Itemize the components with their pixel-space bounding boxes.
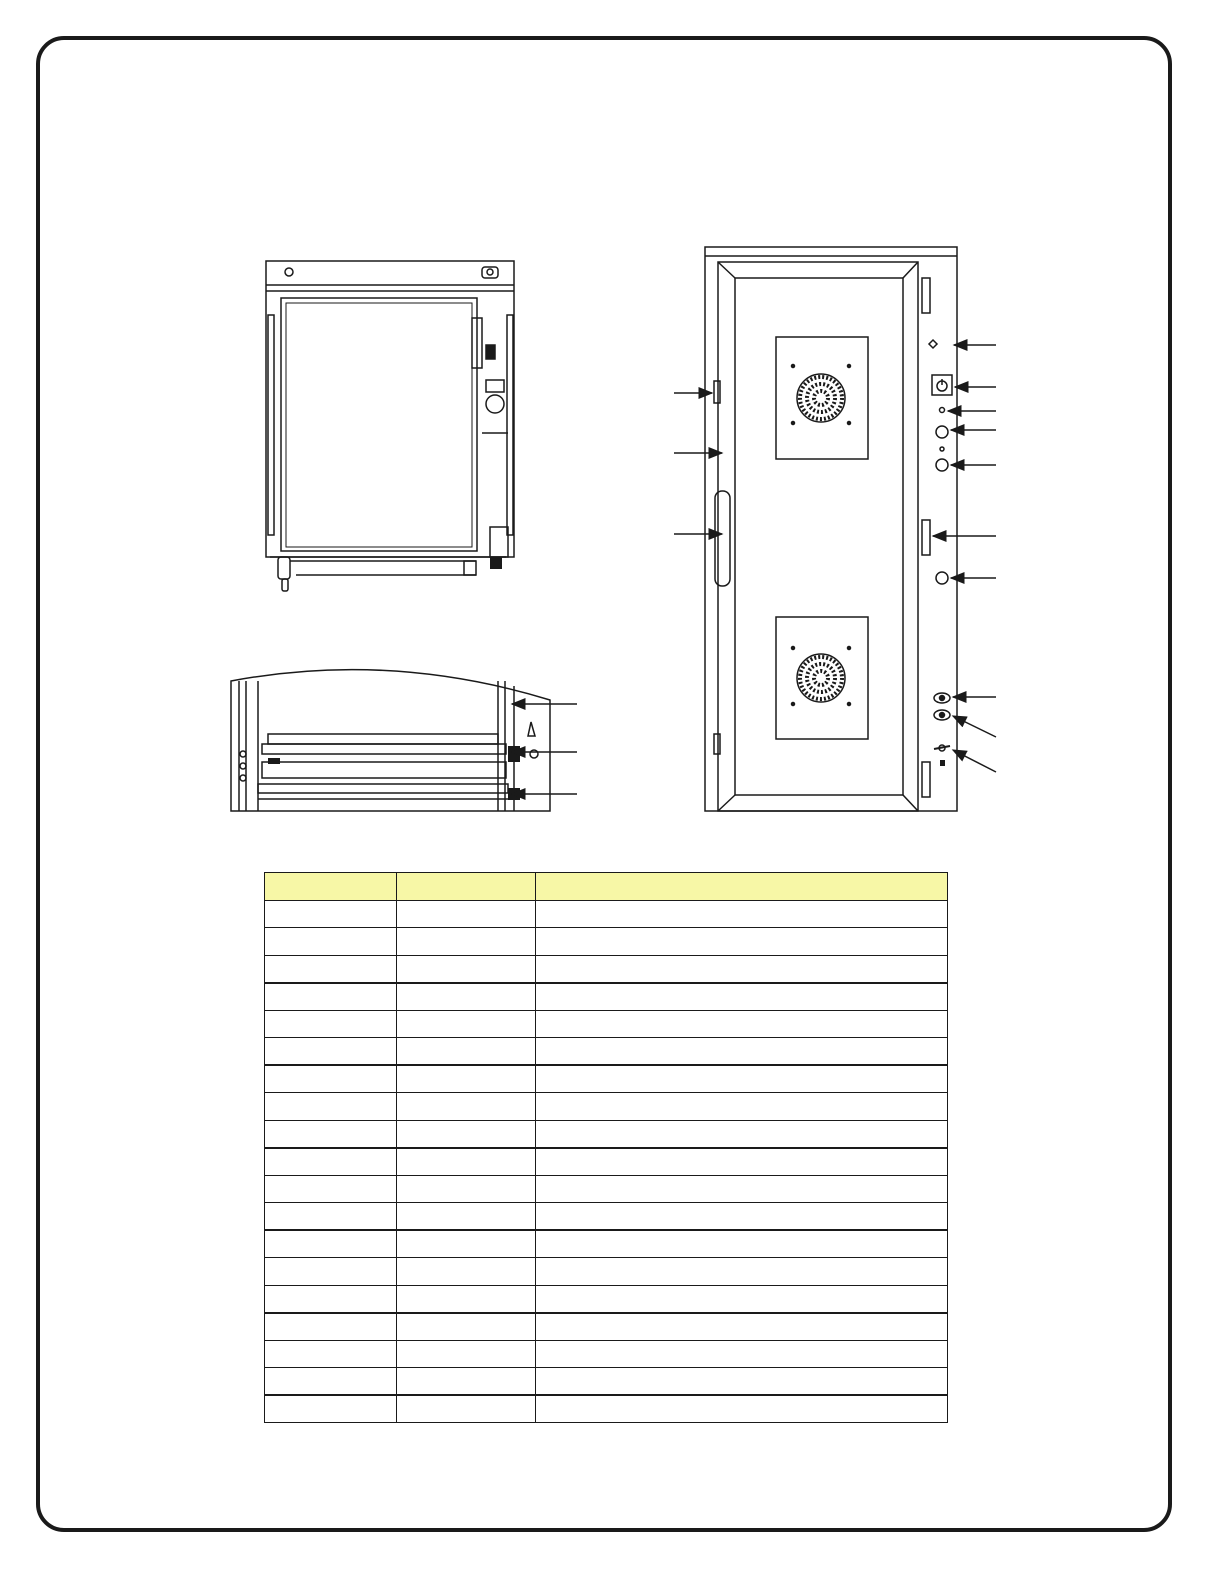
- table-cell: [536, 1313, 948, 1341]
- table-cell: [397, 1258, 536, 1286]
- table-row: [265, 1368, 948, 1396]
- table-row: [265, 1148, 948, 1176]
- table-cell: [397, 1038, 536, 1066]
- table-cell: [397, 1148, 536, 1176]
- table-cell: [397, 1285, 536, 1313]
- table-cell: [536, 1258, 948, 1286]
- table-cell: [265, 1313, 397, 1341]
- table-cell: [536, 1368, 948, 1396]
- table-cell: [265, 900, 397, 928]
- table-cell: [397, 1010, 536, 1038]
- side-view-drawing: [231, 670, 577, 811]
- parts-table: [264, 872, 948, 1423]
- header-cell: [265, 873, 397, 901]
- table-cell: [265, 955, 397, 983]
- table-cell: [265, 1120, 397, 1148]
- table-cell: [536, 1038, 948, 1066]
- table-cell: [265, 1258, 397, 1286]
- table-cell: [536, 1285, 948, 1313]
- table-row: [265, 1395, 948, 1423]
- table-row: [265, 1010, 948, 1038]
- table-row: [265, 1120, 948, 1148]
- table-cell: [265, 1285, 397, 1313]
- table-row: [265, 1285, 948, 1313]
- table-cell: [265, 1175, 397, 1203]
- table-cell: [397, 928, 536, 956]
- table-cell: [397, 1395, 536, 1423]
- table-row: [265, 983, 948, 1011]
- table-cell: [265, 1010, 397, 1038]
- table-cell: [265, 928, 397, 956]
- table-row: [265, 1203, 948, 1231]
- table-cell: [397, 1120, 536, 1148]
- table-cell: [536, 1340, 948, 1368]
- table-row: [265, 928, 948, 956]
- table-cell: [397, 983, 536, 1011]
- table-cell: [265, 1038, 397, 1066]
- table-cell: [536, 1230, 948, 1258]
- table-cell: [265, 983, 397, 1011]
- table-row: [265, 1230, 948, 1258]
- table-cell: [265, 1203, 397, 1231]
- table-cell: [265, 1368, 397, 1396]
- header-cell: [536, 873, 948, 901]
- table-cell: [536, 1175, 948, 1203]
- header-cell: [397, 873, 536, 901]
- table-cell: [397, 1093, 536, 1121]
- table-cell: [397, 1175, 536, 1203]
- table-row: [265, 1038, 948, 1066]
- table-cell: [536, 1148, 948, 1176]
- table-cell: [536, 1120, 948, 1148]
- table-row: [265, 1313, 948, 1341]
- table-cell: [397, 900, 536, 928]
- table-cell: [397, 1203, 536, 1231]
- table-row: [265, 1065, 948, 1093]
- table-cell: [536, 1093, 948, 1121]
- parts-table-body: [265, 900, 948, 1423]
- table-cell: [397, 1340, 536, 1368]
- table-cell: [397, 1368, 536, 1396]
- table-cell: [536, 1065, 948, 1093]
- table-cell: [265, 1065, 397, 1093]
- table-cell: [536, 1203, 948, 1231]
- table-cell: [265, 1148, 397, 1176]
- table-cell: [265, 1395, 397, 1423]
- table-cell: [536, 900, 948, 928]
- table-cell: [536, 983, 948, 1011]
- top-view-drawing: [266, 261, 514, 591]
- table-cell: [265, 1093, 397, 1121]
- table-cell: [397, 955, 536, 983]
- table-cell: [536, 955, 948, 983]
- table-cell: [397, 1313, 536, 1341]
- table-cell: [397, 1065, 536, 1093]
- table-cell: [265, 1340, 397, 1368]
- table-cell: [536, 1395, 948, 1423]
- table-row: [265, 1093, 948, 1121]
- table-row: [265, 955, 948, 983]
- table-row: [265, 1175, 948, 1203]
- table-cell: [397, 1230, 536, 1258]
- parts-table-header: [265, 873, 948, 901]
- table-cell: [536, 928, 948, 956]
- front-view-drawing: [674, 247, 996, 811]
- table-row: [265, 1258, 948, 1286]
- table-cell: [265, 1230, 397, 1258]
- table-cell: [536, 1010, 948, 1038]
- table-row: [265, 1340, 948, 1368]
- table-row: [265, 900, 948, 928]
